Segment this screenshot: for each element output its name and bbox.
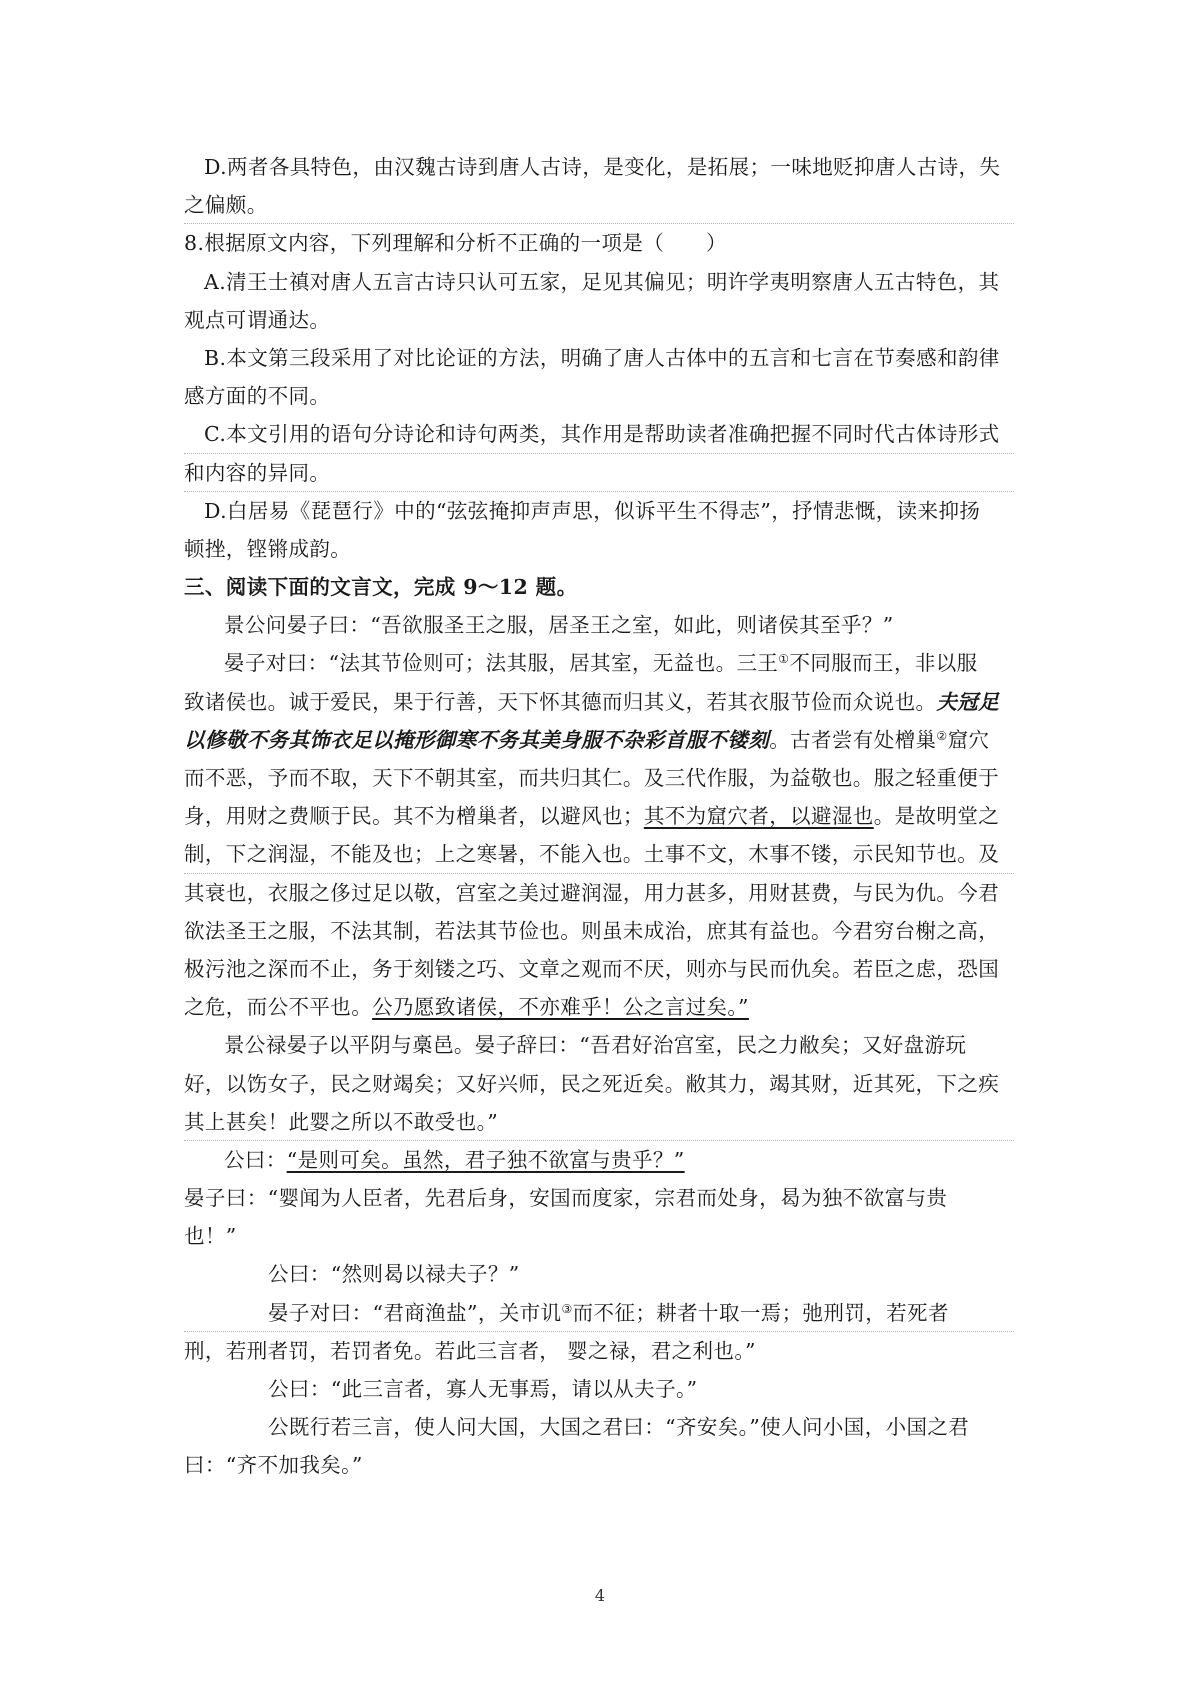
passage-p8: 公曰：“此三言者，寡人无事焉，请以从夫子。”: [268, 1377, 698, 1401]
q7-option-d-line2: 之偏颇。: [184, 186, 1014, 224]
q8-option-c-line2: 和内容的异同。: [184, 454, 1014, 492]
passage-p3-line3: 其上甚矣！此婴之所以不敢受也。”: [184, 1103, 1014, 1141]
passage-p2-line5: 身，用财之费顺于民。其不为橧巢者，以避风也；其不为窟穴者，以避湿也。是故明堂之: [184, 804, 1000, 829]
q8-option-a-line1: A.清王士禛对唐人五言古诗只认可五家，足见其偏见；明许学夷明察唐人五古特色，其: [204, 269, 1000, 294]
passage-p2-line3: 以修敬不务其饰衣足以掩形御寒不务其美身服不杂彩首服不镂刻。古者尝有处橧巢②窟穴: [184, 727, 990, 752]
passage-p9-line2: 曰：“齐不加我矣。”: [184, 1453, 363, 1478]
passage-p3-line2: 好，以饬女子，民之财竭矣；又好兴师，民之死近矣。敝其力，竭其财，近其死，下之疾: [184, 1071, 1000, 1096]
passage-p2-line7: 其衰也，衣服之侈过足以敬，宫室之美过避润湿，用力甚多，用财甚费，与民为仇。今君: [184, 880, 1000, 905]
passage-p2-line6: 制，下之润湿，不能及也；上之寒暑，不能入也。土事不文，木事不镂，示民知节也。及: [184, 835, 1014, 873]
page-content: [184, 148, 1014, 1485]
section-heading: 三、阅读下面的文言文，完成 9～12 题。: [184, 575, 578, 600]
underlined-sentence-3: “是则可矣。虽然，君子独不欲富与贵乎？”: [286, 1147, 685, 1172]
underlined-sentence-1: 其不为窟穴者，以避湿也: [643, 804, 874, 829]
passage-p3-line1: 景公禄晏子以平阴与槀邑。晏子辞曰：“吾君好治宫室，民之力敝矣；又好盘游玩: [224, 1033, 967, 1058]
q8-option-c-line1: C.本文引用的语句分诗论和诗句两类，其作用是帮助读者准确把握不同时代古体诗形式: [184, 415, 1014, 453]
q8-stem: 8.根据原文内容，下列理解和分析不正确的一项是（ ）: [184, 231, 727, 256]
translation-target-bold: 夫冠足: [936, 689, 1000, 714]
passage-p1: 景公问晏子曰：“吾欲服圣王之服，居圣王之室，如此，则诸侯其至乎？”: [224, 613, 894, 638]
passage-p7-line1: 晏子对曰：“君商渔盐”，关市讥③而不征；耕者十取一焉；弛刑罚，若死者: [184, 1294, 1014, 1332]
passage-p2-line10: 之危，而公不平也。公乃愿致诸侯，不亦难乎！公之言过矣。”: [184, 995, 749, 1020]
passage-p9-line1: 公既行若三言，使人问大国，大国之君曰：“齐安矣。”使人问小国，小国之君: [268, 1415, 970, 1440]
translation-target-bold-cont: 以修敬不务其饰衣足以掩形御寒不务其美身服不杂彩首服不镂刻: [184, 727, 770, 752]
passage-p6: 公曰：“然则曷以禄夫子？”: [268, 1262, 520, 1287]
underlined-sentence-2: 公乃愿致诸侯，不亦难乎！公之言过矣。”: [372, 995, 749, 1020]
page-number: 4: [594, 1586, 606, 1605]
passage-p4: 公曰：“是则可矣。虽然，君子独不欲富与贵乎？”: [224, 1147, 685, 1172]
passage-p2-line2: 致诸侯也。诚于爱民，果于行善，天下怀其德而归其义，若其衣服节俭而众说也。夫冠足: [184, 689, 1000, 714]
footnote-marker-3: ③: [561, 1301, 573, 1316]
q8-option-b-line2: 感方面的不同。: [184, 384, 331, 409]
q8-option-b-line1: B.本文第三段采用了对比论证的方法，明确了唐人古体中的五言和七言在节奏感和韵律: [204, 345, 1000, 370]
passage-p2-line9: 极污池之深而不止，务于刻镂之巧、文章之观而不厌，则亦与民而仇矣。若臣之虑，恐国: [184, 956, 1000, 981]
q8-option-a-line2: 观点可谓通达。: [184, 307, 331, 332]
passage-p5-line1: 晏子曰：“婴闻为人臣者，先君后身，安国而度家，宗君而处身，曷为独不欲富与贵: [184, 1186, 948, 1211]
footnote-marker-1: ①: [778, 652, 790, 667]
q8-option-d-line1: D.白居易《琵琶行》中的“弦弦掩抑声声思，似诉平生不得志”，抒情悲慨，读来抑扬: [204, 498, 981, 523]
footnote-marker-2: ②: [936, 728, 948, 743]
passage-p2-line8: 欲法圣王之服，不法其制，若法其节俭也。则虽未成治，庶其有益也。今君穷台榭之高，: [184, 918, 1000, 943]
passage-p2-line4: 而不恶，予而不取，天下不朝其室，而共归其仁。及三代作服，为益敬也。服之轻重便于: [184, 766, 1000, 790]
q8-option-d-line2: 顿挫，铿锵成韵。: [184, 536, 352, 561]
passage-p5-line2: 也！”: [184, 1224, 237, 1249]
q7-option-d-line1: D.两者各具特色，由汉魏古诗到唐人古诗，是变化，是拓展；一味地贬抑唐人古诗，失: [204, 155, 1001, 179]
passage-p7-line2: 刑，若刑者罚，若罚者免。若此三言者， 婴之禄，君之利也。”: [184, 1338, 756, 1363]
passage-p2-line1: 晏子对曰：“法其节俭则可；法其服，居其室，无益也。三王①不同服而王，非以服: [224, 651, 978, 676]
